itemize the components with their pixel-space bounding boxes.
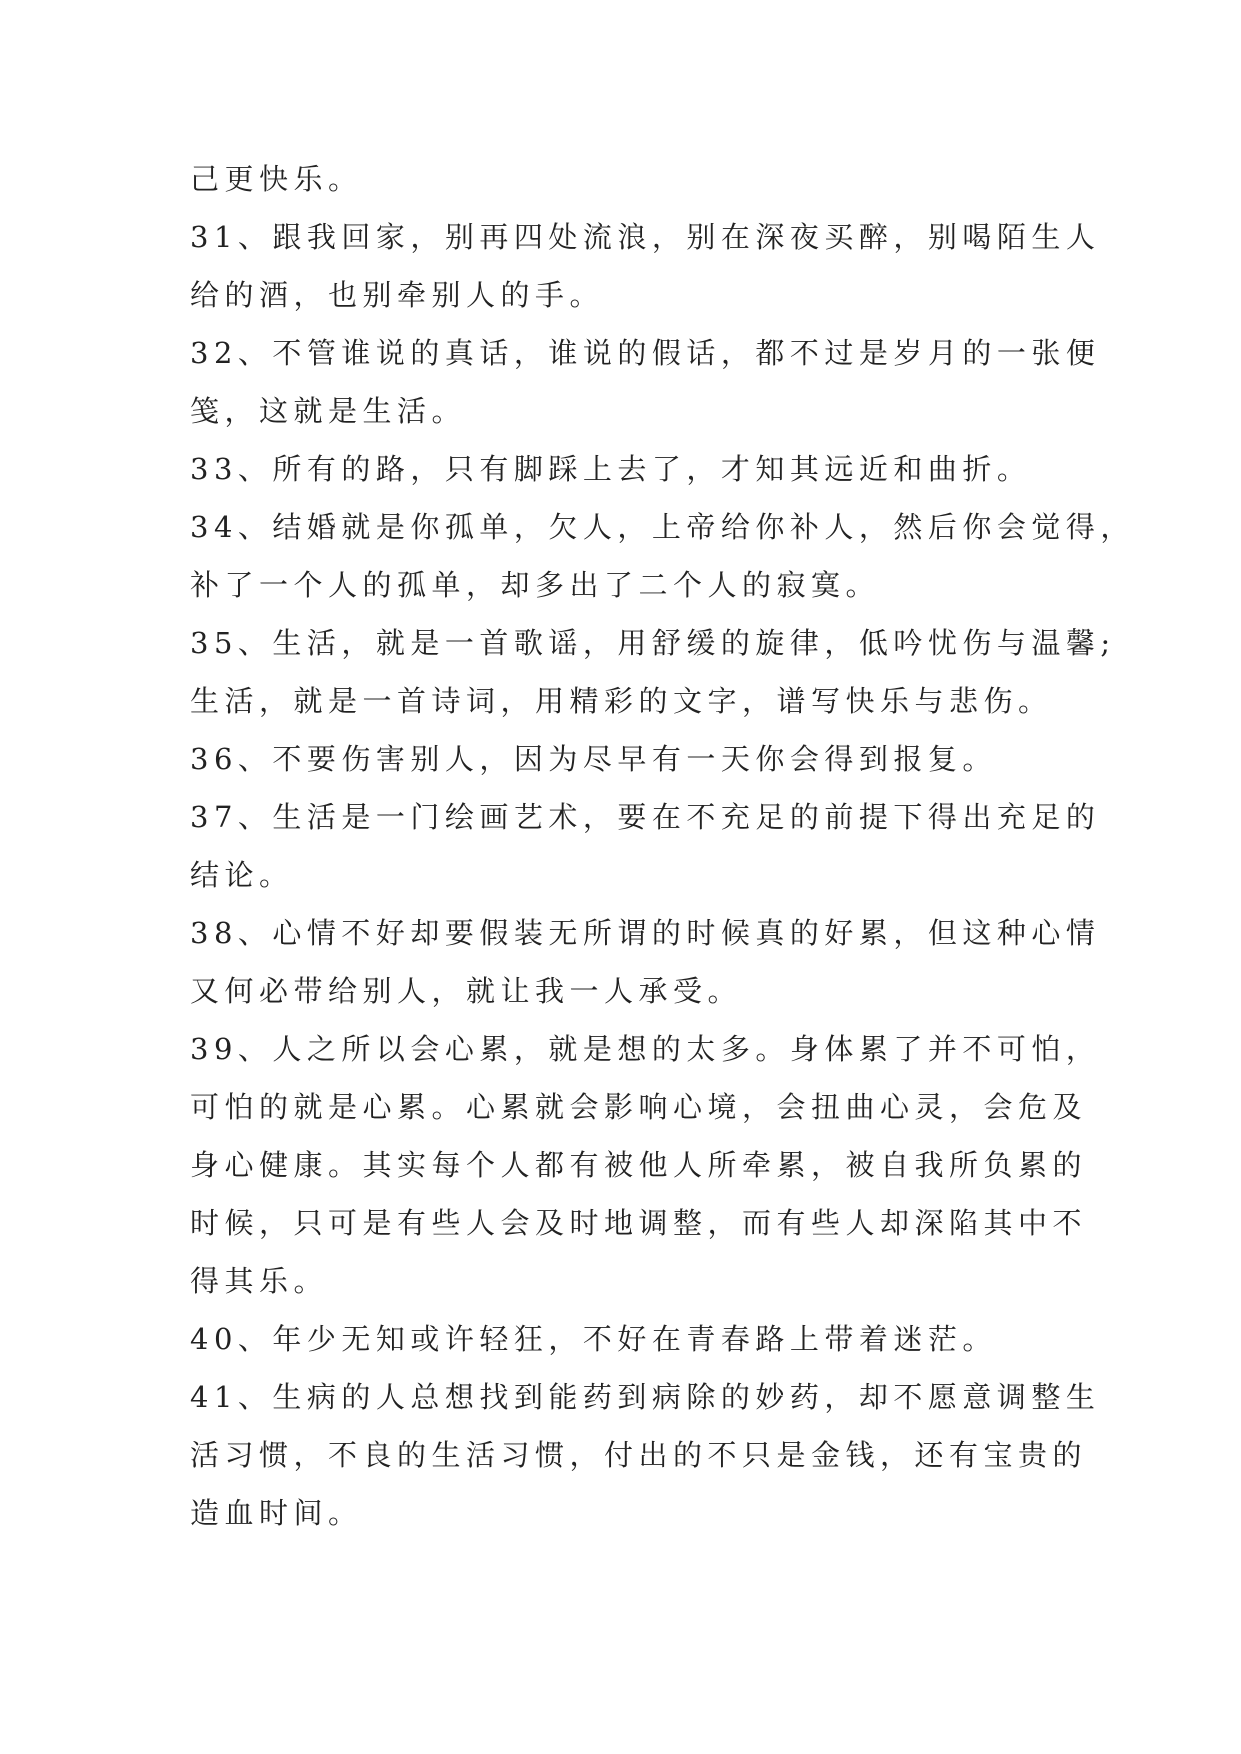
text-line: 身心健康。其实每个人都有被他人所牵累，被自我所负累的 [190,1148,1088,1182]
text-line: 活习惯，不良的生活习惯，付出的不只是金钱，还有宝贵的 [190,1438,1088,1472]
text-line: 补了一个人的孤单，却多出了二个人的寂寞。 [190,568,881,602]
text-line: 可怕的就是心累。心累就会影响心境，会扭曲心灵，会危及 [190,1090,1088,1124]
text-line: 31、跟我回家，别再四处流浪，别在深夜买醉，别喝陌生人 [190,220,1101,254]
text-line: 得其乐。 [190,1264,329,1298]
text-line: 41、生病的人总想找到能药到病除的妙药，却不愿意调整生 [190,1380,1101,1414]
text-line: 33、所有的路，只有脚踩上去了，才知其远近和曲折。 [190,452,1032,486]
text-line: 37、生活是一门绘画艺术，要在不充足的前提下得出充足的 [190,800,1101,834]
text-line: 己更快乐。 [190,162,363,196]
text-line: 40、年少无知或许轻狂，不好在青春路上带着迷茫。 [190,1322,997,1356]
text-line: 34、结婚就是你孤单，欠人，上帝给你补人，然后你会觉得， [190,510,1135,544]
text-line: 时候，只可是有些人会及时地调整，而有些人却深陷其中不 [190,1206,1088,1240]
text-line: 笺，这就是生活。 [190,394,467,428]
text-line: 给的酒，也别牵别人的手。 [190,278,605,312]
text-line: 又何必带给别人，就让我一人承受。 [190,974,743,1008]
text-line: 38、心情不好却要假装无所谓的时候真的好累，但这种心情 [190,916,1101,950]
text-line: 结论。 [190,858,294,892]
text-line: 35、生活，就是一首歌谣，用舒缓的旋律，低吟忧伤与温馨; [190,626,1116,660]
text-line: 32、不管谁说的真话，谁说的假话，都不过是岁月的一张便 [190,336,1101,370]
text-line: 36、不要伤害别人，因为尽早有一天你会得到报复。 [190,742,997,776]
text-line: 生活，就是一首诗词，用精彩的文字，谱写快乐与悲伤。 [190,684,1053,718]
document-body [190,150,1135,1542]
text-line: 造血时间。 [190,1496,363,1530]
text-line: 39、人之所以会心累，就是想的太多。身体累了并不可怕， [190,1032,1101,1066]
